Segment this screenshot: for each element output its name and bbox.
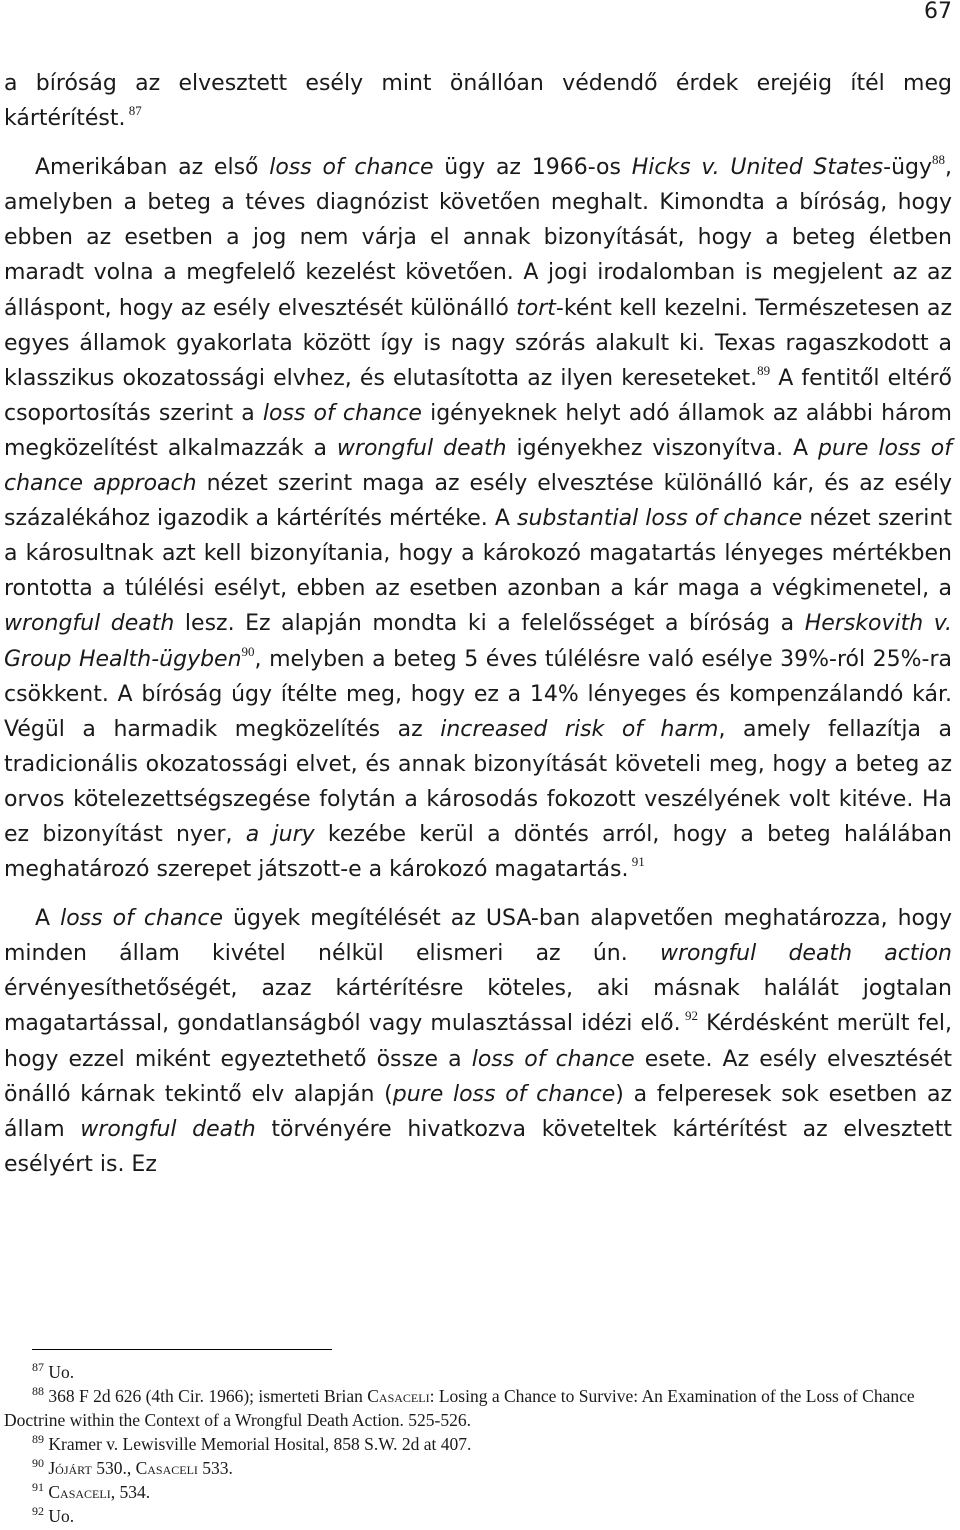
text-run: kezébe kerül a döntés arról, hogy a beteg halálában meghatározó szerepet játszott-e a károkozó magatartás. <box>4 821 952 883</box>
footnote <box>4 1432 954 1456</box>
text-run: ügy az 1966-os <box>433 155 632 181</box>
text-run: A fentitől eltérő csoportosítás szerint a <box>4 365 952 426</box>
italic-term: substantial loss of chance <box>516 506 803 532</box>
italic-term: loss of chance <box>471 1046 635 1072</box>
italic-term: Herskovith v. Group Health-ügyben <box>4 611 952 672</box>
footnote <box>4 1480 954 1504</box>
italic-term: wrongful death <box>4 611 175 637</box>
author-name: Casaceli <box>135 1458 198 1478</box>
text-run: Kramer v. Lewisville Memorial Hosital, 858 S.W. 2d at 407. <box>44 1434 472 1454</box>
footnote <box>4 1360 954 1384</box>
text-run: , melyben a beteg 5 éves túlélésre való esélye 39%-ról 25%-ra csökkent. A bíróság úgy ítélte meg, hogy ez a 14% lényeges és kompenzálandó kár. Végül a harmadik megközelítés az <box>4 646 952 742</box>
footnote-ref: 90 <box>32 1456 44 1470</box>
footnote-ref: 87 <box>125 103 142 119</box>
footnote-ref: 91 <box>628 854 645 870</box>
footnote-ref: 88 <box>32 1384 44 1398</box>
text-run: igényekhez viszonyítva. A <box>506 435 818 461</box>
author-name: Casaceli <box>48 1482 111 1502</box>
text-run: Uo. <box>44 1362 75 1382</box>
footnote <box>4 1504 954 1528</box>
paragraph <box>4 66 952 136</box>
text-run: , amelyben a beteg a téves diagnózist követően meghalt. Kimondta a bíróság, hogy ebben az esetben a jog nem várja el annak bizonyítását, hogy a beteg életben maradt volna a megfelelő kezelést követően. A jogi irodalomban is megjelent az az álláspont, hogy az esély elvesztését különálló <box>4 155 952 321</box>
footnote <box>4 1384 954 1432</box>
page-number: 67 <box>924 0 952 24</box>
text-run: , 534. <box>110 1482 151 1502</box>
body-text <box>4 66 952 1182</box>
text-run: Uo. <box>44 1506 75 1526</box>
footnote-ref: 92 <box>680 1008 699 1024</box>
text-run: Kérdésként merült fel, hogy ezzel miként egyeztethető össze a <box>4 1011 953 1072</box>
text-run: 368 F 2d 626 (4th Cir. 1966); ismerteti Brian <box>44 1386 368 1406</box>
footnote-ref: 89 <box>757 362 771 378</box>
italic-term: a jury <box>245 821 315 847</box>
text-run: ügyek megítélését az USA-ban alapvetően meghatározza, hogy minden állam kivétel nélkül elismeri az ún. <box>4 906 952 967</box>
footnotes <box>4 1360 954 1528</box>
footnote <box>4 1456 954 1480</box>
text-run: -ügy <box>883 155 932 181</box>
italic-term: Hicks v. United States <box>631 155 884 181</box>
text-run: a bíróság az elvesztett esély mint önállóan védendő érdek erejéig ítél meg kártérítést. <box>4 71 952 132</box>
italic-term: wrongful death <box>336 435 507 461</box>
text-run: ) a felperesek sok esetben az állam <box>4 1081 952 1142</box>
text-run: 533. <box>197 1458 233 1478</box>
text-run: nézet szerint a károsultnak azt kell bizonyítania, hogy a károkozó magatartás lényeges mértékben rontotta a túlélési esélyt, ebben az esetben azonban a kár maga a végkimenetel, a <box>4 506 952 602</box>
text-run: -ként kell kezelni. Természetesen az egyes államok gyakorlata között így is nagy szórás alakult ki. Texas ragaszkodott a klasszikus okozatossági elvhez, és elutasította az ilyen kereseteket. <box>4 295 952 391</box>
italic-term: loss of chance <box>269 155 434 181</box>
italic-term: increased risk of harm <box>440 716 719 742</box>
text-run: Amerikában az első <box>35 155 270 181</box>
italic-term: loss of chance <box>262 400 422 426</box>
italic-term: pure loss of chance <box>392 1081 616 1107</box>
footnote-ref: 92 <box>32 1504 44 1518</box>
text-run: lesz. Ez alapján mondta ki a felelősséget a bíróság a <box>174 611 805 637</box>
text-run: , amely fellazítja a tradicionális okozatossági elvet, és annak bizonyítását követeli meg, hogy a beteg az orvos kötelezettségszegése folytán a károsodás fokozott veszélyének volt kitéve. Ha ez bizonyítást nyer, <box>4 716 953 847</box>
footnote-ref: 87 <box>32 1360 44 1374</box>
footnote-ref: 90 <box>241 643 255 659</box>
text-run: esete. Az esély elvesztését önálló kárnak tekintő elv alapján ( <box>4 1046 952 1107</box>
footnote-ref: 91 <box>32 1480 44 1494</box>
text-run: 530., <box>91 1458 136 1478</box>
italic-term: wrongful death <box>80 1116 256 1142</box>
footnote-ref: 88 <box>932 152 945 168</box>
footnote-separator <box>32 1349 332 1350</box>
paragraph <box>4 150 952 887</box>
text-run: : Losing a Chance to Survive: An Examination of the Loss of Chance Doctrine within the Context of a Wrongful Death Action. 525-526. <box>4 1386 915 1430</box>
paragraph <box>4 901 952 1182</box>
text-run: érvényesíthetőségét, azaz kártérítésre köteles, aki másnak halálát jogtalan magatartással, gondatlanságból vagy mulasztással idézi elő. <box>4 976 952 1037</box>
author-name: Casaceli <box>367 1386 430 1406</box>
author-name: Jójárt <box>48 1458 92 1478</box>
italic-term: loss of chance <box>60 906 223 932</box>
footnote-ref: 89 <box>32 1432 44 1446</box>
text-run: törvényére hivatkozva követeltek kártérítést az elvesztett esélyért is. Ez <box>4 1116 952 1177</box>
italic-term: wrongful death action <box>660 941 952 967</box>
text-run: igényeknek helyt adó államok az alábbi három megközelítést alkalmazzák a <box>4 400 952 461</box>
italic-term: pure loss of chance approach <box>4 435 952 497</box>
text-run: nézet szerint maga az esély elvesztése különálló kár, és az esély százalékához igazodik a kártérítés mértéke. A <box>4 471 952 532</box>
italic-term: tort <box>516 295 556 321</box>
text-run: A <box>35 906 61 932</box>
